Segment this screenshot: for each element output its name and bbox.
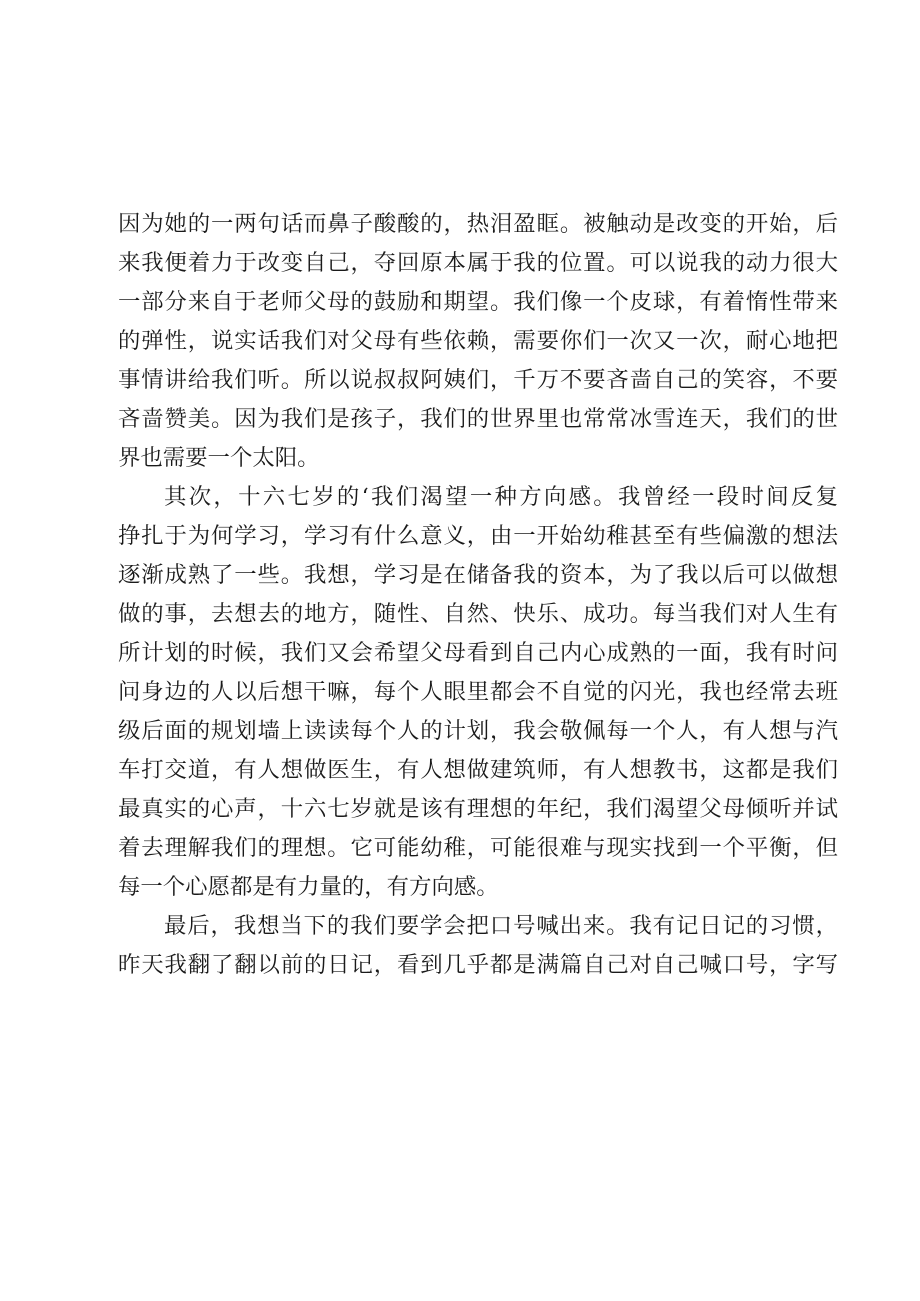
text-line: 因为她的一两句话而鼻子酸酸的，热泪盈眶。被触动是改变的开始，后 (118, 211, 838, 237)
text-line: 来我便着力于改变自己，夺回原本属于我的位置。可以说我的动力很大 (118, 250, 838, 276)
text-line: 着去理解我们的理想。它可能幼稚，可能很难与现实找到一个平衡，但 (118, 835, 838, 861)
text-line: 其次，十六七岁的‘我们渴望一种方向感。我曾经一段时间反复 (164, 484, 838, 510)
body-text (118, 205, 838, 985)
text-line: 每一个心愿都是有力量的，有方向感。 (118, 874, 499, 900)
text-line: 问身边的人以后想干嘛，每个人眼里都会不自觉的闪光，我也经常去班 (118, 679, 838, 705)
text-line: 昨天我翻了翻以前的日记，看到几乎都是满篇自己对自己喊口号，字写 (118, 952, 838, 978)
text-line: 界也需要一个太阳。 (118, 445, 320, 471)
text-line: 所计划的时候，我们又会希望父母看到自己内心成熟的一面，我有时问 (118, 640, 838, 666)
text-line: 挣扎于为何学习，学习有什么意义，由一开始幼稚甚至有些偏激的想法 (118, 523, 838, 549)
text-line: 最后，我想当下的我们要学会把口号喊出来。我有记日记的习惯， (164, 913, 838, 939)
paragraph-3 (118, 907, 838, 985)
text-line: 最真实的心声，十六七岁就是该有理想的年纪，我们渴望父母倾听并试 (118, 796, 838, 822)
text-line: 吝啬赞美。因为我们是孩子，我们的世界里也常常冰雪连天，我们的世 (118, 406, 838, 432)
text-line: 做的事，去想去的地方，随性、自然、快乐、成功。每当我们对人生有 (118, 601, 838, 627)
text-line: 一部分来自于老师父母的鼓励和期望。我们像一个皮球，有着惰性带来 (118, 289, 838, 315)
text-line: 级后面的规划墙上读读每个人的计划，我会敬佩每一个人，有人想与汽 (118, 718, 838, 744)
paragraph-2 (118, 478, 838, 907)
text-line: 车打交道，有人想做医生，有人想做建筑师，有人想教书，这都是我们 (118, 757, 838, 783)
text-line: 逐渐成熟了一些。我想，学习是在储备我的资本，为了我以后可以做想 (118, 562, 838, 588)
text-line: 事情讲给我们听。所以说叔叔阿姨们，千万不要吝啬自己的笑容，不要 (118, 367, 838, 393)
text-line: 的弹性，说实话我们对父母有些依赖，需要你们一次又一次，耐心地把 (118, 328, 838, 354)
paragraph-1 (118, 205, 838, 478)
